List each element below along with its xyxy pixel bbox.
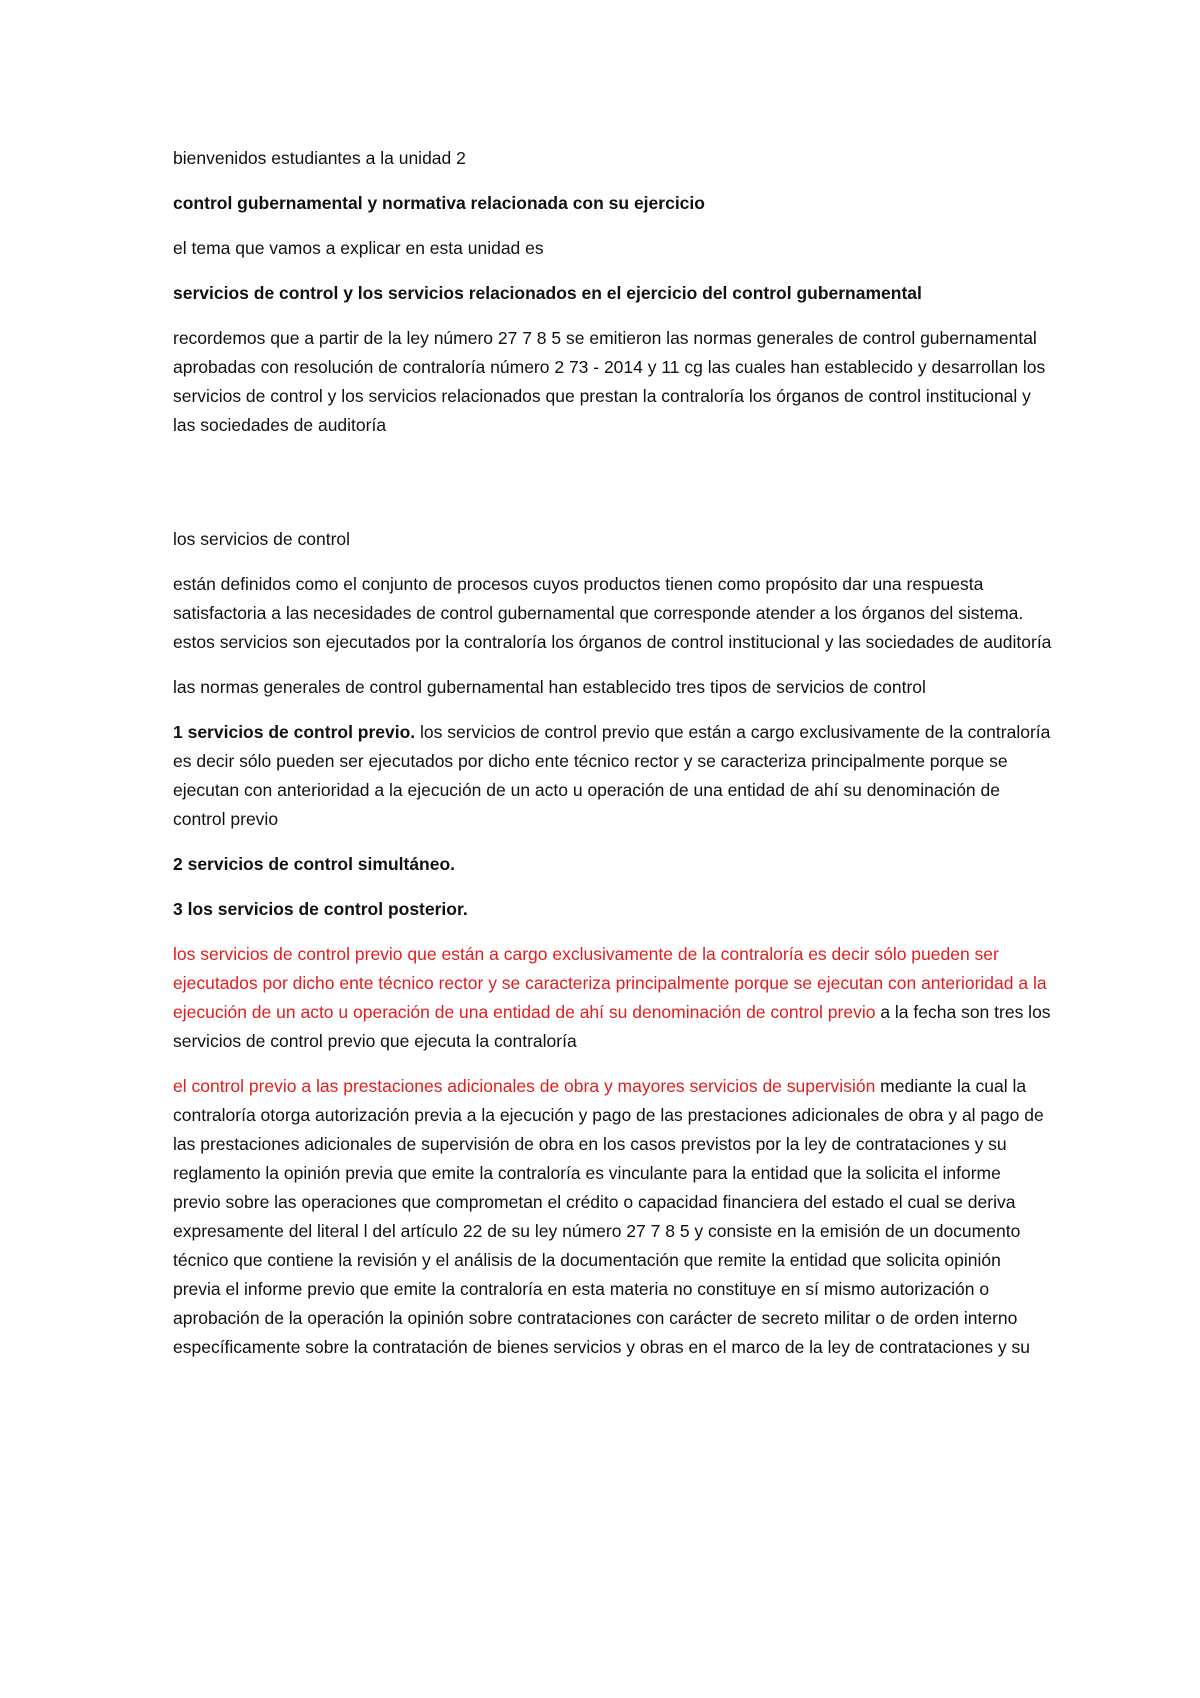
paragraph-legal-basis: recordemos que a partir de la ley número 27 7 8 5 se emitieron las normas generales de control gubernamental aprobadas con resolución de contraloría número 2 73 - 2014 y 11 cg las cuales han establecido y desarrollan los servicios de control y los servicios relacionados que prestan la contraloría los órganos de control institucional y las sociedades de auditoría — [173, 328, 1046, 435]
control-previo-rest: a la fecha son tres los servicios de control previo que ejecuta la contraloría — [173, 1002, 1051, 1051]
prestaciones-rest: mediante la cual la contraloría otorga autorización previa a la ejecución y pago de las prestaciones adicionales de obra y al pago de las prestaciones adicionales de supervisión de obra en los casos previstos por la ley de contrataciones y su reglamento la opinión previa que emite la contraloría es vinculante para la entidad que la solicita el informe previo sobre las operaciones que comprometan el crédito o capacidad financiera del estado el cual se deriva expresamente del literal l del artículo 22 de su ley número 27 7 8 5 y consiste en la emisión de un documento técnico que contiene la revisión y el análisis de la documentación que remite la entidad que solicita opinión previa el informe previo que emite la contraloría en esta materia no constituye en sí mismo autorización o aprobación de la operación la opinión sobre contrataciones con carácter de secreto militar o de orden interno específicamente sobre la contratación de bienes servicios y obras en el marco de la ley de contrataciones y su — [173, 1076, 1044, 1357]
paragraph-type-1 — [173, 718, 1053, 834]
paragraph-unit-title: control gubernamental y normativa relacionada con su ejercicio — [173, 193, 705, 213]
paragraph-definition: están definidos como el conjunto de procesos cuyos productos tienen como propósito dar una respuesta satisfactoria a las necesidades de control gubernamental que corresponde atender a los órganos del sistema. estos servicios son ejecutados por la contraloría los órganos de control institucional y las sociedades de auditoría — [173, 574, 1052, 652]
paragraph-three-types: las normas generales de control gubernamental han establecido tres tipos de servicios de control — [173, 677, 926, 697]
paragraph-topic-title: servicios de control y los servicios relacionados en el ejercicio del control gubernamental — [173, 283, 922, 303]
paragraph-type-3: 3 los servicios de control posterior. — [173, 899, 468, 919]
paragraph-control-previo — [173, 940, 1053, 1056]
paragraph-type-2: 2 servicios de control simultáneo. — [173, 854, 456, 874]
paragraph-prestaciones — [173, 1072, 1053, 1362]
paragraph-topic-intro: el tema que vamos a explicar en esta unidad es — [173, 238, 544, 258]
type-1-description: los servicios de control previo que están a cargo exclusivamente de la contraloría es decir sólo pueden ser ejecutados por dicho ente técnico rector y se caracteriza principalmente porque se ejecutan con anterioridad a la ejecución de un acto u operación de una entidad de ahí su denominación de control previo — [173, 722, 1051, 829]
paragraph-section-heading: los servicios de control — [173, 529, 351, 549]
document-body — [173, 144, 1053, 1378]
paragraph-welcome: bienvenidos estudiantes a la unidad 2 — [173, 148, 466, 168]
control-previo-highlight: los servicios de control previo que están a cargo exclusivamente de la contraloría es decir sólo pueden ser ejecutados por dicho ente técnico rector y se caracteriza principalmente porque se ejecutan con anterioridad a la ejecución de un acto u operación de una entidad de ahí su denominación de control previo — [173, 944, 1047, 1022]
type-1-heading: 1 servicios de control previo. — [173, 722, 416, 742]
prestaciones-highlight: el control previo a las prestaciones adicionales de obra y mayores servicios de supervisión — [173, 1076, 876, 1096]
